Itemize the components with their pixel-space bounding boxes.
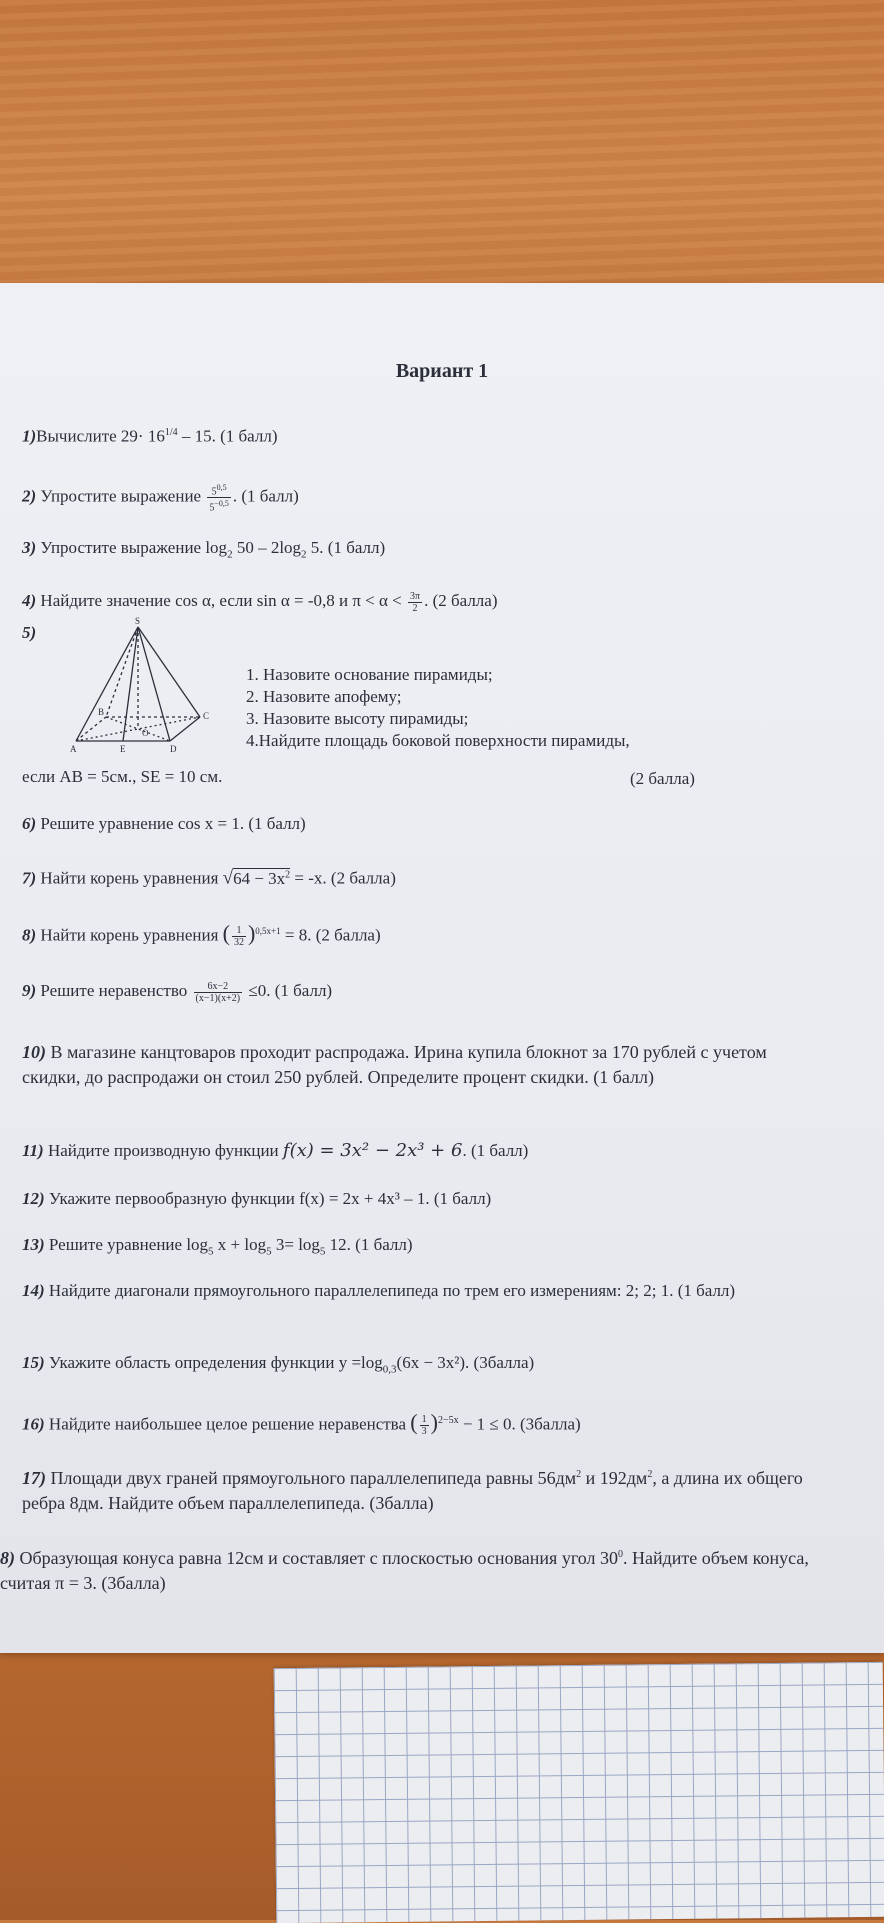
edge-sa [76, 627, 138, 741]
fraction: $\frac{5^{0,5}}{5^{-0,5}}$ [209, 483, 229, 514]
task-2: 2) Упростите выражение $\frac{5^{0,5}}{5^{-0,5}}$ . (1 балл) [22, 483, 299, 514]
task-18: 8) Образующая конуса равна 12см и составляет с плоскостью основания угол $30^0$. Найдите объем конуса, считая π = 3. (3балла) [0, 1548, 809, 1593]
diag-bd [106, 717, 170, 741]
task-14: 14) Найдите диагонали прямоугольного параллелепипеда по трем его измерениям: 2; 2; 1. (1 балл) [22, 1281, 736, 1300]
base-dc [170, 717, 200, 741]
label-s: S [135, 616, 141, 626]
label-c: C [203, 711, 210, 721]
task-10: 10) В магазине канцтоваров проходит распродажа. Ирина купила блокнот за 170 рублей с учетом скидки, до распродажи он стоил 250 рублей. Определите процент скидки. (1 балл) [22, 1042, 767, 1087]
task-6: 6) Решите уравнение cos x = 1. (1 балл) [22, 814, 306, 833]
graph-paper-sheet [274, 1662, 884, 1923]
base-ab [76, 717, 106, 741]
label-a: A [70, 744, 77, 754]
task-17: 17) Площади двух граней прямоугольного параллелепипеда равны $56дм^2$ и $192дм^2$, а длина их общего ребра 8дм. Найдите объем параллелепипеда. (3балла) [22, 1468, 803, 1513]
task-3: 3) Упростите выражение $\log_2 50 - 2\log_2$ 5. (1 балл) [22, 538, 386, 561]
label-d: D [170, 744, 177, 754]
task-5-condition: если АВ = 5см., SЕ = 10 см. [22, 767, 223, 786]
page-title: Вариант 1 [395, 360, 489, 382]
task-5-points: (2 балла) [630, 769, 695, 788]
task-12: 12) Укажите первообразную функции f(x) = 2x + 4x³ – 1. (1 балл) [22, 1189, 492, 1208]
question-item: 3. Назовите высоту пирамиды; [246, 709, 469, 728]
label-o: O [142, 728, 149, 738]
wooden-desk-top [0, 0, 884, 300]
task-4: 4) Найдите значение cos α, если sin α = -0,8 и π < α < $\frac{3\pi}{2}$ . (2 балла) [22, 590, 498, 614]
question-item: 2. Назовите апофему; [246, 687, 402, 706]
task-5-questions [240, 664, 630, 752]
edge-sb [106, 627, 138, 717]
question-item: 1. Назовите основание пирамиды; [246, 665, 493, 684]
task-13: 13) Решите уравнение $\log_5 x + \log_5 3= \log_5 12$. (1 балл) [22, 1235, 413, 1258]
task-5-number: 5) [22, 623, 37, 642]
task-8: 8) Найти корень уравнения ( $\frac{1}{32}$ )$^{0,5x+1}$ = 8. (2 балла) [22, 920, 381, 949]
question-item: 4.Найдите площадь боковой поверхности пирамиды, [246, 731, 630, 750]
edge-sc [138, 627, 200, 717]
task-9: 9) Решите неравенство $\frac{6x-2}{(x-1)(x+2)}$ ≤0. (1 балл) [22, 980, 333, 1004]
task-16: 16) Найдите наибольшее целое решение неравенства ( $\frac{1}{3}$ )$^{2-5x}$ − 1 ≤ 0. (3балла) [22, 1409, 581, 1438]
task-7: 7) Найти корень уравнения $√64 - 3x^2 = -x$. (2 балла) [22, 867, 396, 889]
diag-ac [76, 717, 200, 741]
label-b: B [98, 707, 105, 717]
label-e: E [120, 744, 126, 754]
pyramid-diagram [70, 615, 220, 755]
task-1: 1)Вычислите $29\cdot 16^{1/4} - 15$. (1 балл) [22, 426, 278, 446]
task-15: 15) Укажите область определения функции $y =\log_{0,3}(6x - 3x^2)$. (3балла) [22, 1353, 535, 1376]
task-11: 11) Найдите производную функции f(x) = 3x² − 2x³ + 6. (1 балл) [22, 1140, 529, 1161]
